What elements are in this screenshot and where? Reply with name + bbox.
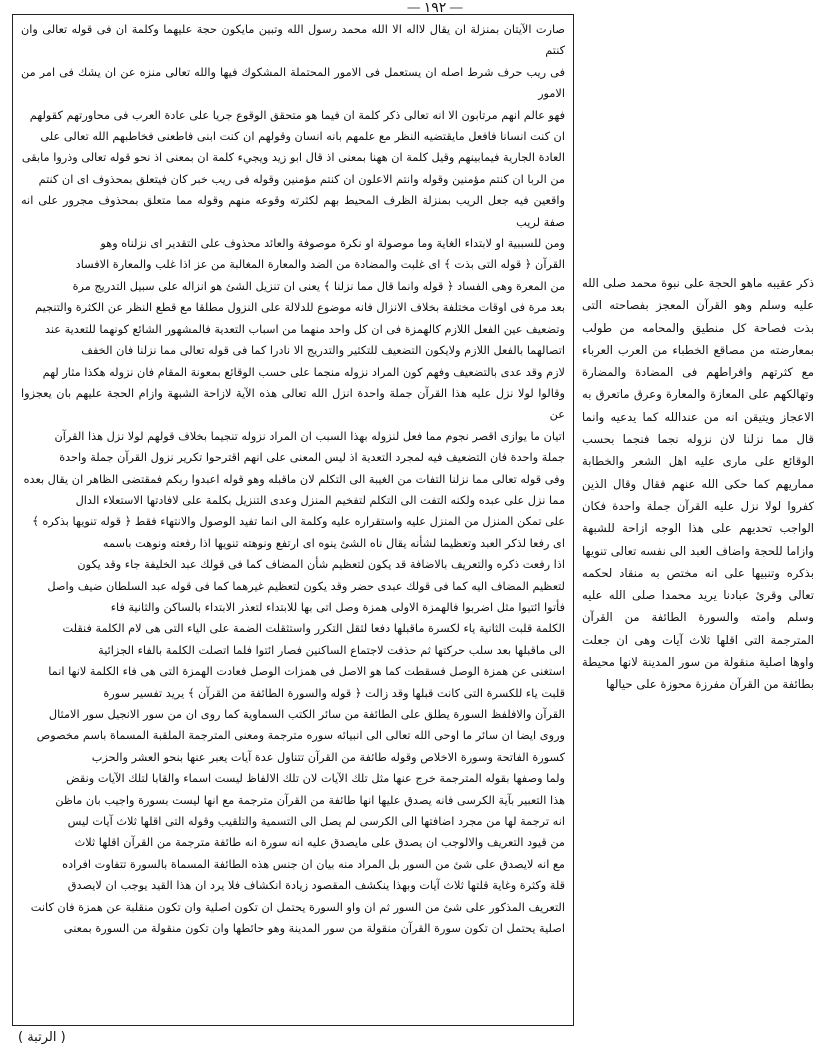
text-line: فهو عالم انهم مرتابون الا انه تعالى ذكر كلمة ان فيما هو متحقق الوقوع جريا على عادة العرب فى محاورتهم كقولهم	[29, 108, 565, 122]
main-commentary-frame	[12, 14, 574, 1026]
margin-gloss: ذكر عقيبه ماهو الحجة على نبوة محمد صلى الله عليه وسلم وهو القرآن المعجز بفصاحته التى بذت فصاحة كل منطيق والمحامه من طولب بمعارضته من مصاقع الخطباء من العرب العرباء مع كثرتهم وافراطهم فى المضادة والمضارة وتهالكهم على المعازة والمعارة وعرق ماتعرق به الاعجاز ويتيقن انه من عندالله كما يدعيه وانما قال مما نزلنا لان نزوله نجما فنجما بحسب الوقائع على مارى عليه اهل الشعر والخطابة مماريهم كما حكى الله عنهم فقال وقال الذين كفروا لولا نزل عليه القرآن جملة واحدة فكان الواجب تحديهم على هذا الوجه ازاحة للشبهة وازاما للحجة واضاف العبد الى نفسه تعالى تنويها بذكره وتنبيها على انه مختص به منقاد لحكمه تعالى وقرئ عبادنا يريد محمدا صلى الله عليه وسلم وامته والسورة الطائفة من القرآن المترجمة التى اقلها ثلاث آيات وهى ان جعلت واوها اصلية منقولة من سور المدينة لانها محيطة بطائفة من القرآن مفرزة محوزة على حيالها	[582, 276, 814, 692]
text-line: ولما وصفها بقوله المترجمة خرج عنها مثل تلك الآيات لان تلك الالفاظ ليست اسماء والقابا لتلك الآيات ونقض	[66, 772, 565, 786]
text-line: كسورة الفاتحة وسورة الاخلاص وقوله طائفة من القرآن تتناول عدة آيات يعبر عنها بنحو العشر والحزب	[91, 750, 565, 764]
text-line: فأتوا ائتيوا مثل اضربوا فالهمزة الاولى همزة وصل اتى بها للابتداء لتعذر الابتداء بالساكن والثانية فاء	[110, 600, 565, 614]
text-line: التعريف المذكور على شئ من السور ثم ان واو السورة يحتمل ان تكون اصلية وان تكون منقلبة عن همزة فان كانت	[30, 900, 565, 914]
catchword: ( الرتبة )	[18, 1030, 66, 1045]
text-line: قلبت ياء للكسرة التى كانت قبلها وقد زالت ﴿ قوله والسورة الطائفة من القرآن ﴾ يريد تفسير سورة	[103, 686, 565, 700]
text-line: لتعظيم المضاف اليه كما فى قولك عبدى حضر وقد يكون لتعظيم غيرهما كما فى قوله عبد السلطان ضيف واصل	[47, 579, 565, 593]
text-line: من قيود التعريف والالوجب ان يصدق على مايصدق عليه انه سورة انه طائفة مترجمة من القرآن اقلها ثلاث	[74, 836, 565, 850]
text-line: اذا رفعت ذكره والتعريف بالاضافة قد يكون لتعظيم شأن المضاف كما فى قولك عبد الخليفة جاء وقد يكون	[77, 558, 565, 572]
text-line: العادة الجارية فيمابينهم وقيل كلمة ان ههنا بمعنى اذ قال ابو زيد ويجيء كلمة ان بمعنى اذ نحو قوله تعالى وذروا مابقى	[21, 151, 565, 165]
page-number: — ١٩٢ —	[400, 0, 470, 16]
text-line: لازم وقد عدى بالتضعيف وفهم كون المراد نزوله منجما على حسب الوقائع بمعونة المقام فان نزوله هكذا مثار لهم	[42, 365, 565, 379]
text-line: اى رفعا لذكر العبد وتعظيما لشأنه يقال ناه الشئ ينوه اى ارتفع ونوهته تنويها اذا رفعته ونوهت باسمه	[102, 536, 565, 550]
text-line: جملة واحدة فان التضعيف فيه لمجرد التعدية اذ ليس المعنى على انهم اقترحوا تكرير نزول القرآن جملة واحدة	[59, 451, 565, 465]
text-line: مما نزل على عبده ولكنه التفت الى التكلم لتفخيم المنزل وعدى التنزيل بكلمة على لافادتها الاستعلاء الدال	[75, 493, 565, 507]
text-line: من المعرة وهى الفساد ﴿ قوله وانما قال مما نزلنا ﴾ يعنى ان تنزيل الشئ هو انزاله على سبيل التدريج مرة	[72, 279, 565, 293]
text-line: استغنى عن همزة الوصل فسقطت كما هو الاصل فى همزات الوصل فعادت الهمزة التى هى فاء الكلمة لانها انما	[48, 665, 565, 679]
text-line: ان كنت انسانا فافعل مايقتضيه النظر مع علمهم بانه انسان وقولهم ان كنت ابنى فاطعنى فخاطبهم الله تعالى على	[40, 130, 565, 144]
main-commentary-text	[21, 19, 565, 939]
text-line: وقالوا لولا نزل عليه هذا القرآن جملة واحدة انزل الله تعالى هذه الآية لازاحة الشبهة وازام الحجة عليهم بان يعجزوا عن	[21, 386, 565, 422]
text-line: صارت الآيتان بمنزلة ان يقال لااله الا الله محمد رسول الله وتبين مايكون حجة عليهما وكلمة ان فى قوله تعالى وان كنتم	[21, 23, 565, 58]
text-line: فى ريب حرف شرط اصله ان يستعمل فى الامور المحتملة المشكوك فيها والله تعالى منزه عن ان يشك فى امر من الامور	[21, 65, 565, 101]
text-line: اتيان ما يوازى اقصر نجوم مما فعل لنزوله بهذا السبب ان المراد نزوله تنجيما بخلاف قولهم لولا نزل هذا القرآن	[54, 429, 565, 443]
text-line: من الربا ان كنتم مؤمنين وقوله وانتم الاعلون ان كنتم مؤمنين وقوله فى ريب خبر كان فيتعلق بمحذوف اى ان كنتم	[38, 172, 565, 186]
text-line: واقعين فيه جعل الريب بمنزلة الظرف المحيط بهم لكثرته وقوعه منهم وقوله مما متعلق بمحذوف مجرور على انه صفة لريب	[21, 194, 565, 229]
text-line: اصلية يحتمل ان تكون سورة القرآن منقولة من سور المدينة وهو حائطها وان تكون منقولة من السورة بمعنى	[63, 922, 565, 936]
text-line: وفى قوله تعالى مما نزلنا التفات من الغيبة الى التكلم لان ماقبله وهو قوله اعبدوا ربكم فمقتضى الظاهر ان يقال بعده	[23, 472, 565, 486]
text-line: ومن للسببية او لابتداء الغاية وما موصولة او نكرة موصوفة والعائد محذوف على التقدير اى نزلناه وهو	[100, 237, 565, 251]
text-line: هذا التعبير بآية الكرسى فانه يصدق عليها انها طائفة من القرآن مترجمة مع انها ليست بسورة واجيب بان ماظن	[55, 793, 565, 807]
text-line: القرآن ﴿ قوله التى بذت ﴾ اى غلبت والمضادة من الضد والمعارة المغالبة من عز اذا غلب والمعارة الافساد	[75, 258, 565, 272]
text-line: بعد مرة فى اوقات مختلفة بخلاف الانزال فانه موضوع للدلالة على النزول مطلقا مع قطع النظر عن الكثرة والتنجيم	[35, 301, 565, 315]
text-line: وروى ايضا ان سائر ما اوحى الله تعالى الى انبيائه سوره مترجمة ومعنى المترجمة الملقبة المسماة باسم مخصوص	[36, 729, 565, 743]
text-line: انه ترجمة لها من مجرد اضافتها الى الكرسى لم يصل الى التسمية والتلقيب وقوله التى اقلها ثلاث آيات ليس	[67, 815, 565, 829]
text-line: وتضعيف عين الفعل اللازم كالهمزة فى ان كل واحد منهما من اسباب التعدية فالمشهور الشائع كونهما للتعدية عند	[44, 322, 565, 336]
text-line: مع انه لايصدق على شئ من السور بل المراد منه بيان ان جنس هذه الطائفة المسماة بالسورة تتفاوت افراده	[62, 857, 565, 871]
text-line: الى ماقبلها بعد سلب حركتها ثم حذفت لاجتماع الساكنين فصار ائتوا فلما اتصلت الكلمة بالفاء الجزائية	[98, 643, 565, 657]
text-line: اتصالهما بالفعل اللازم ولايكون التضعيف للتكثير والتدريج الا نادرا كما فى قوله تعالى مما نزلنا فان الخفف	[81, 344, 565, 358]
text-line: قلة وكثرة وغاية قلتها ثلاث آيات وبهذا ينكشف المقصود زيادة انكشاف فلا يرد ان هذا القيد يوجب ان لايصدق	[67, 879, 565, 893]
text-line: القرآن والافلفظ السورة يطلق على الطائفة من سائر الكتب السماوية كما روى ان من سور الانجيل سور الامثال	[48, 708, 565, 721]
text-line: على تمكن المنزل من المنزل عليه واستقراره عليه وكلمة الى انما تفيد الوصول والانتهاء فقط ﴿ قوله تنويها بذكره ﴾	[32, 515, 565, 529]
text-line: الكلمة قلبت الثانية ياء لكسرة ماقبلها دفعا لثقل التكرر واستثقلت الضمة على الياء التى هى لام الكلمة فنقلت	[62, 622, 565, 636]
